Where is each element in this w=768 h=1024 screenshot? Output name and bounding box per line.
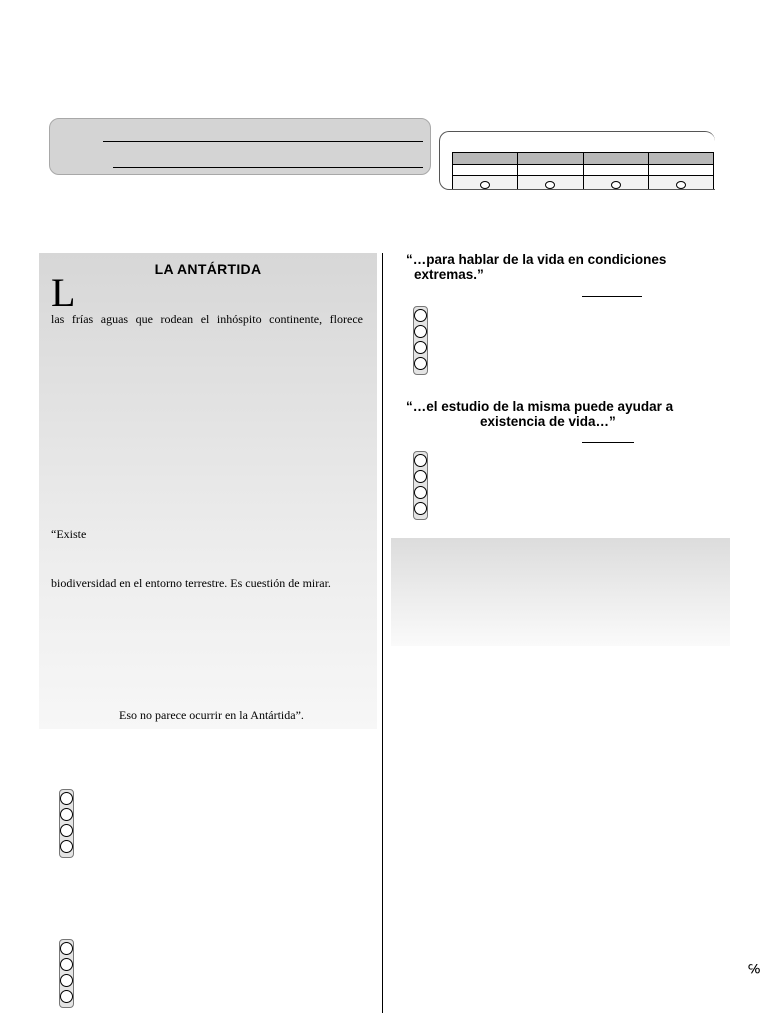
score-table-header-row	[453, 153, 714, 165]
answer-blank-1[interactable]	[582, 296, 642, 297]
passage-title: LA ANTÁRTIDA	[154, 261, 262, 277]
score-cell[interactable]	[583, 165, 648, 176]
score-cell	[518, 176, 583, 191]
passage-line: biodiversidad en el entorno terrestre. Es cuestión de mirar.	[51, 576, 331, 590]
answer-options-left-2	[59, 939, 74, 1008]
column-divider	[382, 253, 383, 1013]
option-bubble[interactable]	[60, 958, 73, 971]
option-bubble[interactable]	[414, 502, 427, 515]
passage-line: las frías aguas que rodean el inhóspito continente, florece	[51, 312, 363, 326]
score-table-bubble-row	[453, 176, 714, 191]
reading-passage-panel	[39, 253, 377, 729]
answer-options-right-2	[413, 451, 428, 520]
score-cell[interactable]	[518, 165, 583, 176]
score-box	[439, 131, 715, 190]
question-quote-line: “…para hablar de la vida en condiciones	[406, 252, 667, 267]
answer-options-left-1	[59, 789, 74, 858]
option-bubble[interactable]	[414, 341, 427, 354]
option-bubble[interactable]	[60, 792, 73, 805]
option-bubble[interactable]	[60, 824, 73, 837]
option-bubble[interactable]	[60, 808, 73, 821]
option-bubble[interactable]	[414, 454, 427, 467]
passage-line: “Existe	[51, 527, 87, 541]
name-line-2[interactable]	[113, 167, 423, 168]
passage-line: Eso no parece ocurrir en la Antártida”.	[119, 708, 304, 722]
option-bubble[interactable]	[60, 840, 73, 853]
name-line-1[interactable]	[103, 141, 423, 142]
score-cell	[453, 176, 518, 191]
question-quote-1	[406, 252, 726, 282]
score-cell	[518, 153, 583, 165]
option-bubble[interactable]	[60, 942, 73, 955]
page-mark: ℅	[748, 962, 761, 976]
score-bubble[interactable]	[611, 181, 621, 189]
score-bubble[interactable]	[545, 181, 555, 189]
option-bubble[interactable]	[414, 470, 427, 483]
score-cell[interactable]	[648, 165, 713, 176]
answer-options-right-1	[413, 306, 428, 375]
score-cell	[453, 153, 518, 165]
option-bubble[interactable]	[60, 990, 73, 1003]
score-cell	[583, 176, 648, 191]
question-quote-line: “…el estudio de la misma puede ayudar a	[406, 399, 674, 414]
option-bubble[interactable]	[414, 325, 427, 338]
question-quote-2	[406, 399, 726, 429]
score-cell	[583, 153, 648, 165]
question-quote-line: existencia de vida…”	[480, 414, 616, 429]
answer-blank-2[interactable]	[582, 442, 634, 443]
score-table	[452, 152, 714, 190]
score-bubble[interactable]	[480, 181, 490, 189]
passage-drop-cap: L	[51, 270, 76, 315]
option-bubble[interactable]	[414, 309, 427, 322]
option-bubble[interactable]	[414, 486, 427, 499]
shaded-text-panel	[391, 538, 730, 646]
option-bubble[interactable]	[414, 357, 427, 370]
score-cell	[648, 176, 713, 191]
option-bubble[interactable]	[60, 974, 73, 987]
score-bubble[interactable]	[676, 181, 686, 189]
question-quote-line: extremas.”	[414, 267, 484, 282]
score-table-entry-row	[453, 165, 714, 176]
score-cell	[648, 153, 713, 165]
student-name-box	[49, 118, 431, 175]
score-cell[interactable]	[453, 165, 518, 176]
